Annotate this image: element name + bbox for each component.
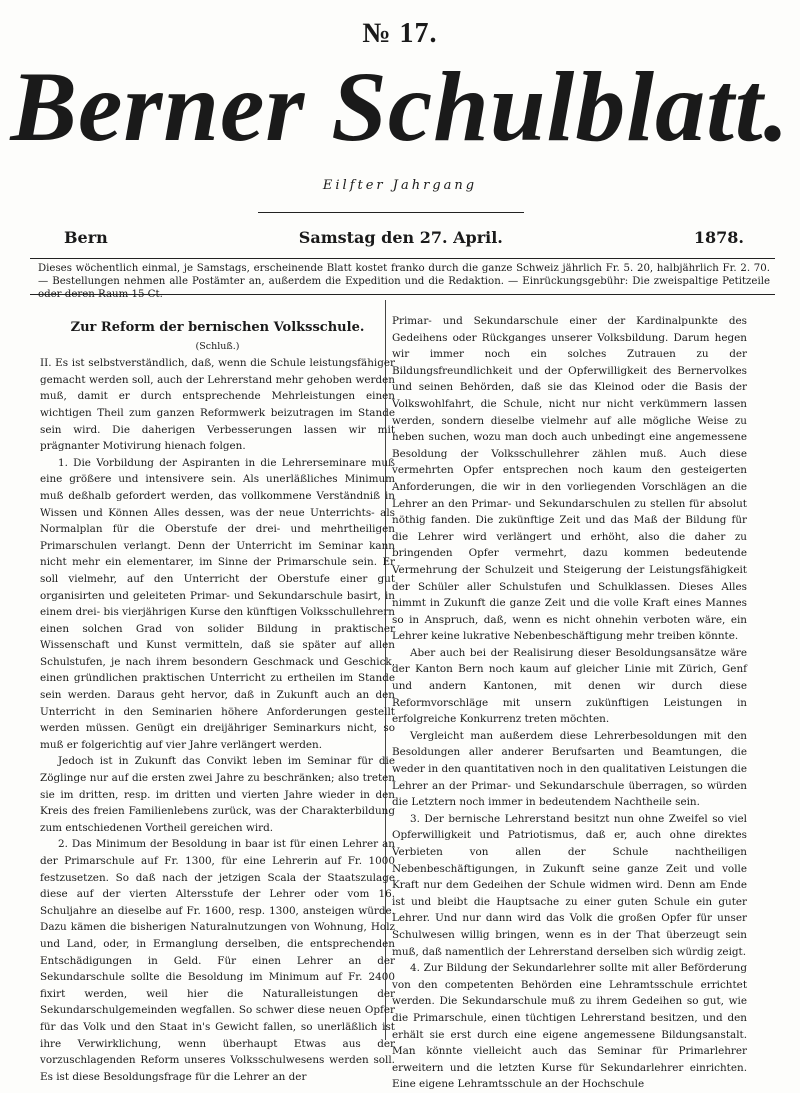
dateline [64, 228, 744, 247]
paragraph: Aber auch bei der Realisirung dieser Besoldungsansätze wäre der Kanton Bern noch kaum auf gleicher Linie mit Zürich, Genf und andern Kantonen, mit denen wir durch diese Reformvorschläge mit unsern zukünftigen Leistungen in erfolgreiche Konkurrenz treten möchten. [392, 646, 747, 726]
volume-subtitle: Eilfter Jahrgang [322, 178, 478, 193]
article-note: (Schluß.) [195, 340, 240, 352]
issue-number: № 17. [362, 18, 438, 49]
paragraph: 3. Der bernische Lehrerstand besitzt nun ohne Zweifel so viel Opferwilligkeit und Patriotismus, daß er, auch ohne direktes Verbieten von allen der Schule nachtheiligen Nebenbeschäftigungen, in Zukunft seine ganze Zeit und volle Kraft nur dem Gedeihen der Schule widmen wird. Denn am Ende ist und bleibt die Hauptsache zu einer guten Schule ein guter Lehrer. Und nur dann wird das Volk die großen Opfer für unser Schulwesen willig bringen, wenn es in der That überzeugt sein muß, daß namentlich der Lehrerstand derselben sich würdig zeigt. [392, 812, 747, 958]
paragraph: Vergleicht man außerdem diese Lehrerbesoldungen mit den Besoldungen aller anderer Berufsarten und Beamtungen, die weder in den quantitativen noch in den qualitativen Leistungen die Lehrer an der Primar- und Sekundarschule überragen, so würden die Letztern noch immer in bedeutendem Nachtheile sein. [392, 729, 747, 809]
paragraph: Jedoch ist in Zukunft das Convikt leben im Seminar für die Zöglinge nur auf die ersten zwei Jahre zu beschränken; also treten sie im dritten, resp. im dritten und vierten Jahre wieder in den Kreis des freien Familienlebens zurück, was der Charakterbildung zum entschiedenen Vortheil gereichen wird. [40, 755, 395, 834]
divider [258, 212, 524, 213]
divider [30, 294, 775, 295]
paragraph: 1. Die Vorbildung der Aspiranten in die Lehrerseminare muß eine größere und intensivere sein. Als unerläßliches Minimum muß deßhalb gefordert werden, das vollkommene Verständniß in Wissen und Können Alles dessen, was der neue Unterrichts- als Normalplan für die Oberstufe der drei- und mehrtheiligen Primarschulen verlangt. Denn der Unterricht im Seminar kann nicht mehr ein elementarer, im Sinne der Primarschule sein. Er soll vielmehr, auf den Unterricht der Oberstufe einer gut organisirten und geleiteten Primar- und Sekundarschule basirt, in einem drei- bis vierjährigen Kurse den künftigen Volksschullehrern einen solchen Grad von solider Bildung in praktischer Wissenschaft und Kunst vermitteln, daß sie später auf allen Schulstufen, je nach ihrem besondern Geschmack und Geschick, einen gründlichen praktischen Unterricht zu ertheilen im Stande sein werden. Daraus geht hervor, daß in Zukunft auch an den Unterricht in den Seminarien höhere Anforderungen gestellt werden müssen. Genügt ein dreijähriger Seminarkurs nicht, so muß er folgerichtig auf vier Jahre verlängert werden. [40, 456, 395, 751]
divider [30, 258, 775, 259]
newspaper-title: Berner Schulblatt. [10, 51, 790, 162]
paragraph: II. Es ist selbstverständlich, daß, wenn die Schule leistungsfähiger gemacht werden soll, auch der Lehrerstand mehr gehoben werden muß, damit er durch entsprechende Mehrleistungen einen wichtigen Theil zum ganzen Reformwerk beizutragen im Stande sein wird. Die daherigen Verbesserungen lassen wir mit prägnanter Motivirung hienach folgen. [40, 357, 395, 453]
left-column [40, 310, 395, 1085]
dateline-place: Bern [64, 228, 108, 247]
dateline-date: Samstag den 27. April. [298, 228, 503, 247]
dateline-year: 1878. [693, 228, 744, 247]
right-column [392, 313, 747, 1093]
article-title: Zur Reform der bernischen Volksschule. [70, 320, 365, 335]
paragraph: 2. Das Minimum der Besoldung in baar ist für einen Lehrer an der Primarschule auf Fr. 1300, für eine Lehrerin auf Fr. 1000 festzusetzen. So daß nach der jetzigen Scala der Staatszulage diese auf der vierten Altersstufe der Lehrer oder vom 16. Schuljahre an dieselbe auf Fr. 1600, resp. 1300, ansteigen würde. Dazu kämen die bisherigen Naturalnutzungen von Wohnung, Holz und Land, oder, in Ermanglung derselben, die entsprechenden Entschädigungen in Geld. Für einen Lehrer an der Sekundarschule sollte die Besoldung im Minimum auf Fr. 2400 fixirt werden, weil hier die Naturalleistungen der Sekundarschulgemeinden wegfallen. So schwer diese neuen Opfer für das Volk und den Staat in's Gewicht fallen, so unerläßlich ist ihre Verwirklichung, wenn überhaupt Etwas aus der vorzuschlagenden Reform unseres Volksschulwesens werden soll. Es ist diese Besoldungsfrage für die Lehrer an der [40, 838, 395, 1083]
paragraph: Primar- und Sekundarschule einer der Kardinalpunkte des Gedeihens oder Rückganges unserer Volksbildung. Darum hegen wir immer noch ein solches Zutrauen zu der Bildungsfreundlichkeit und der Opferwilligkeit des Bernervolkes und seinen Behörden, daß sie das Kleinod oder die Basis der Volkswohlfahrt, die Schule, nicht nur nicht verkümmern lassen werden, sondern dieselbe vielmehr auf alle mögliche Weise zu heben suchen, wozu man doch auch unbedingt eine angemessene Besoldung der Volksschullehrer zählen muß. Auch diese vermehrten Opfer entsprechen noch kaum den gesteigerten Anforderungen, die wir in den vorliegenden Vorschlägen an die Lehrer an den Primar- und Sekundarschulen zu stellen für absolut nöthig fanden. Die zukünftige Zeit und das Maß der Bildung für die Lehrer wird verlängert und erhöht, also die daher zu bringenden Opfer vermehrt, dazu kommen bedeutende Vermehrung der Schulzeit und Steigerung der Leistungsfähigkeit der Schüler aller Schulstufen und Schulklassen. Dieses Alles nimmt in Zukunft die ganze Zeit und die volle Kraft eines Mannes so in Anspruch, daß, wenn es nicht ohnehin verboten wäre, ein Lehrer keine lukrative Nebenbeschäftigung mehr treiben könnte. [392, 315, 747, 643]
subscription-notice: Dieses wöchentlich einmal, je Samstags, erscheinende Blatt kostet franko durch die ganze Schweiz jährlich Fr. 5. 20, halbjährlich Fr. 2. 70. — Bestellungen nehmen alle Postämter an, außerdem die Expedition und die Redaktion. — Einrückungsgebühr: Die zweispaltige Petitzeile oder deren Raum 15 Ct. [38, 263, 770, 300]
paragraph: 4. Zur Bildung der Sekundarlehrer sollte mit aller Beförderung von den competenten Behörden eine Lehramtsschule errichtet werden. Die Sekundarschule muß zu ihrem Gedeihen so gut, wie die Primarschule, einen tüchtigen Lehrerstand besitzen, und den erhält sie erst durch eine eigene angemessene Bildungsanstalt. Man könnte vielleicht auch das Seminar für Primarlehrer erweitern und die letzten Kurse für Sekundarlehrer einrichten. Eine eigene Lehramtsschule an der Hochschule [392, 962, 747, 1091]
